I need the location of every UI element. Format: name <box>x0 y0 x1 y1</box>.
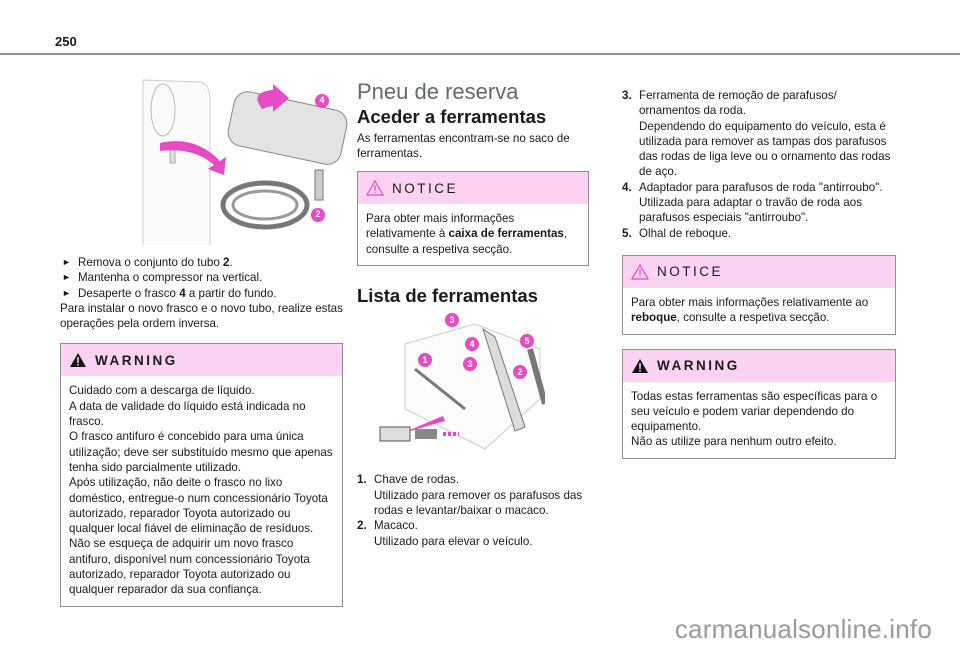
link-toolbox[interactable]: caixa de ferramentas <box>448 227 564 241</box>
step-1: ► Remova o conjunto do tubo 2. <box>62 256 233 269</box>
callout-2: 2 <box>311 208 325 222</box>
watermark[interactable]: carmanualsonline.info <box>674 614 932 644</box>
link-towing[interactable]: reboque <box>631 311 677 325</box>
instruction-steps <box>60 255 343 331</box>
callout-3: 3 <box>445 313 459 327</box>
warning-box-tools: WARNING Todas estas ferramentas são específicas para o seu veículo e podem variar dependendo do equipamento. Não as utilize para nenhum outro efeito. <box>622 349 896 459</box>
callout-5: 5 <box>520 334 534 348</box>
arrow-right-icon: ► <box>62 257 71 267</box>
arrow-right-icon: ► <box>62 287 71 298</box>
tool-item-5: 5. Olhal de reboque. <box>622 226 732 240</box>
callout-4: 4 <box>465 337 479 351</box>
step-3: ► Desaperte o frasco 4 a partir do fundo. <box>62 286 277 300</box>
notice-triangle-icon <box>366 180 384 196</box>
section-heading-list: Lista de ferramentas <box>357 285 538 307</box>
tool-list <box>357 472 589 548</box>
section-heading-access: Aceder a ferramentas <box>357 106 547 128</box>
compressor-illustration <box>115 70 355 245</box>
warning-triangle-icon <box>69 352 87 368</box>
step-2: ► Mantenha o compressor na vertical. <box>62 271 263 285</box>
tool-item-2: 2. Macaco. Utilizado para elevar o veículo. <box>357 519 533 548</box>
tool-item-1: 1. Chave de rodas. Utilizado para remover os parafusos das rodas e levantar/baixar o macaco. <box>357 473 583 517</box>
toolkit-illustration <box>365 309 545 454</box>
callout-4: 4 <box>315 94 329 108</box>
notice-box: NOTICE Para obter mais informações relativamente à caixa de ferramentas, consulte a respetiva secção. <box>357 171 589 266</box>
reverse-instruction: Para instalar o novo frasco e o novo tubo, realize estas operações pela ordem inversa. <box>60 301 343 331</box>
toolkit-drawing-icon <box>365 309 545 454</box>
header-divider <box>0 53 960 55</box>
arrow-right-icon: ► <box>62 272 71 283</box>
page-title: Pneu de reserva <box>357 79 519 104</box>
notice-triangle-icon <box>631 264 649 280</box>
tool-item-3: 3. Ferramenta de remoção de parafusos/ ornamentos da roda. Dependendo do equipamento do veículo, esta é utilizada para remover as tampas dos parafusos das rodas de liga leve ou o ornamento das rodas de aço. <box>622 89 891 179</box>
column-left <box>60 70 343 607</box>
warning-triangle-icon <box>631 358 649 374</box>
callout-1: 1 <box>418 353 432 367</box>
tool-item-4: 4. Adaptador para parafusos de roda "antirroubo". Utilizada para adaptar o travão de roda aos parafusos especiais "antirroubo". <box>622 180 883 225</box>
column-middle: Pneu de reserva Aceder a ferramentas As ferramentas encontram-se no saco de ferramentas. NOTICE Para obter mais informações relativamente à caixa de ferramentas, consulte a respetiva secção. Lista de ferramentas 3 4 1 3 5 2 1. Chave de rodas. Utilizado para remover os parafusos das rodas e levantar/baixar o macaco. 2. Macaco. Utilizado para elevar o veículo. <box>357 84 589 549</box>
callout-3b: 3 <box>463 357 477 371</box>
column-right <box>622 88 896 459</box>
warning-box: WARNING Cuidado com a descarga de líquido. A data de validade do líquido está indicada no frasco. O frasco antifuro é concebido para uma única utilização; deve ser substituído mesmo que apenas tenha sido parcialmente utilizado. Após utilização, não deite o frasco no lixo doméstico, entregue-o num concessionário Toyota autorizado, reparador Toyota autorizado ou qualquer local fiável de eliminação de resíduos. Não se esqueça de adquirir um novo frasco antifuro, disponível num concessionário Toyota autorizado, reparador Toyota autorizado ou qualquer reparador da sua confiança. <box>60 343 343 606</box>
notice-box-towing: NOTICE Para obter mais informações relativamente ao reboque, consulte a respetiva secção. <box>622 255 896 335</box>
page-number: 250 <box>55 34 77 49</box>
callout-2: 2 <box>513 365 527 379</box>
